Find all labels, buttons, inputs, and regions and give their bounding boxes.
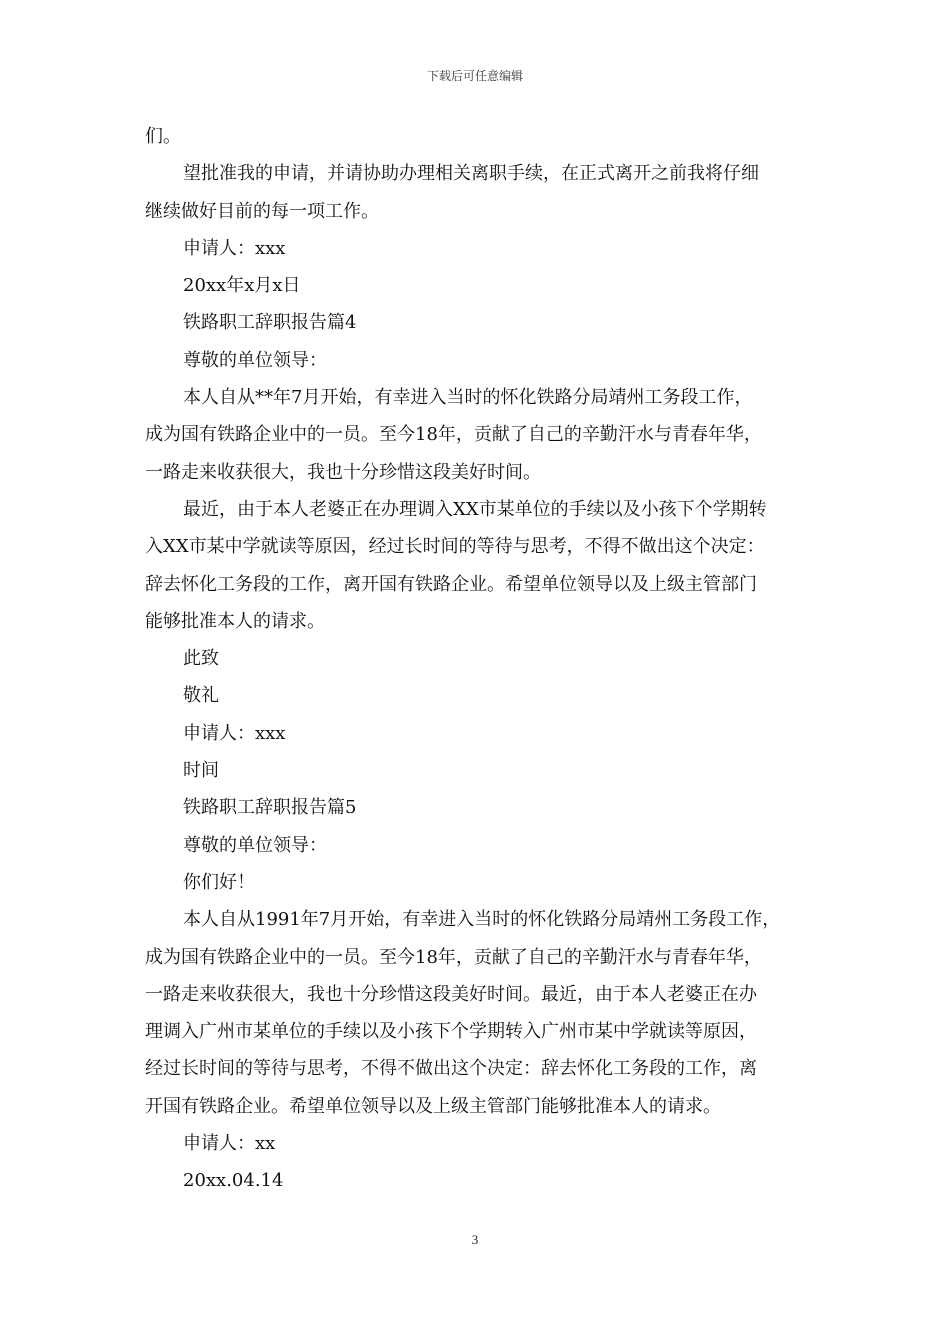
text-line: 成为国有铁路企业中的一员。至今18年，贡献了自己的辛勤汗水与青春年华， [145,424,762,446]
text-line: 此致 [183,648,219,670]
text-line: 理调入广州市某单位的手续以及小孩下个学期转入广州市某中学就读等原因， [145,1021,757,1043]
text-line: 20xx.04.14 [183,1170,284,1192]
text-line: 成为国有铁路企业中的一员。至今18年，贡献了自己的辛勤汗水与青春年华， [145,946,762,968]
document-body [145,118,815,1200]
text-line: 尊敬的单位领导： [183,834,327,856]
text-line: 能够批准本人的请求。 [145,610,325,632]
text-line: 望批准我的申请，并请协助办理相关离职手续，在正式离开之前我将仔细 [183,163,759,185]
text-line: 最近，由于本人老婆正在办理调入XX市某单位的手续以及小孩下个学期转 [183,498,767,520]
text-line: 你们好！ [183,871,255,893]
text-line: 一路走来收获很大，我也十分珍惜这段美好时间。最近，由于本人老婆正在办 [145,983,757,1005]
text-line: 申请人：xxx [183,237,286,259]
text-line: 铁路职工辞职报告篇5 [183,797,357,819]
text-line: 本人自从**年7月开始，有幸进入当时的怀化铁路分局靖州工务段工作， [183,387,753,409]
text-line: 辞去怀化工务段的工作，离开国有铁路企业。希望单位领导以及上级主管部门 [145,573,757,595]
text-line: 继续做好目前的每一项工作。 [145,200,379,222]
text-line: 20xx年x月x日 [183,275,301,297]
page-header: 下载后可任意编辑 [426,69,523,83]
page-number: 3 [471,1232,479,1247]
text-line: 入XX市某中学就读等原因，经过长时间的等待与思考，不得不做出这个决定： [145,536,765,558]
text-line: 申请人：xx [183,1133,276,1155]
text-line: 铁路职工辞职报告篇4 [183,312,357,334]
text-line: 开国有铁路企业。希望单位领导以及上级主管部门能够批准本人的请求。 [145,1095,721,1117]
text-line: 时间 [183,760,219,782]
text-line: 尊敬的单位领导： [183,349,327,371]
text-line: 一路走来收获很大，我也十分珍惜这段美好时间。 [145,461,541,483]
text-line: 本人自从1991年7月开始，有幸进入当时的怀化铁路分局靖州工务段工作， [183,909,781,931]
text-line: 们。 [145,126,181,147]
text-line: 经过长时间的等待与思考，不得不做出这个决定：辞去怀化工务段的工作，离 [145,1058,757,1080]
text-line: 敬礼 [183,685,219,707]
text-line: 申请人：xxx [183,722,286,744]
